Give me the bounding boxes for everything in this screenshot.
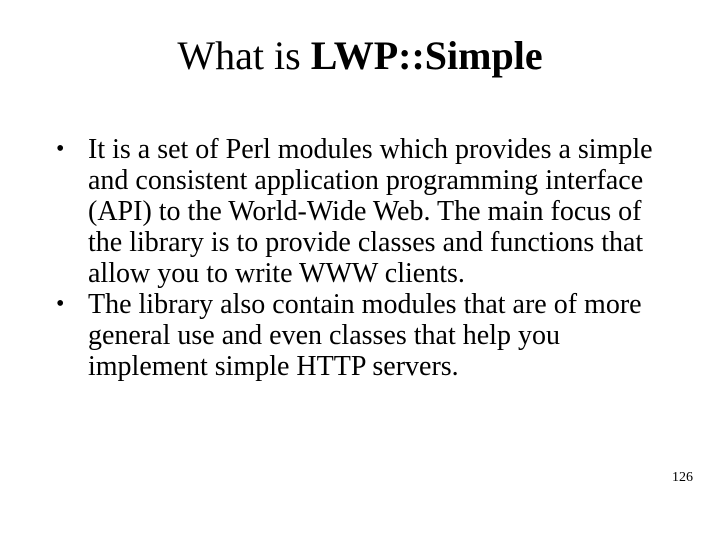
bullet-item <box>56 289 666 382</box>
slide-title <box>0 30 720 82</box>
slide-title-prefix: What is <box>177 33 311 78</box>
page-number: 126 <box>672 470 693 485</box>
bullet-icon: • <box>56 136 65 162</box>
bullet-text: It is a set of Perl modules which provides a simple and consistent application programming interface (API) to the World-Wide Web. The main focus of the library is to provide classes and functions that allow you to write WWW clients. <box>88 134 653 289</box>
bullet-list <box>56 134 666 382</box>
bullet-item <box>56 134 666 289</box>
bullet-text: The library also contain modules that are of more general use and even classes that help you implement simple HTTP servers. <box>88 289 642 382</box>
slide-title-bold: LWP::Simple <box>310 33 543 78</box>
bullet-icon: • <box>56 291 65 317</box>
